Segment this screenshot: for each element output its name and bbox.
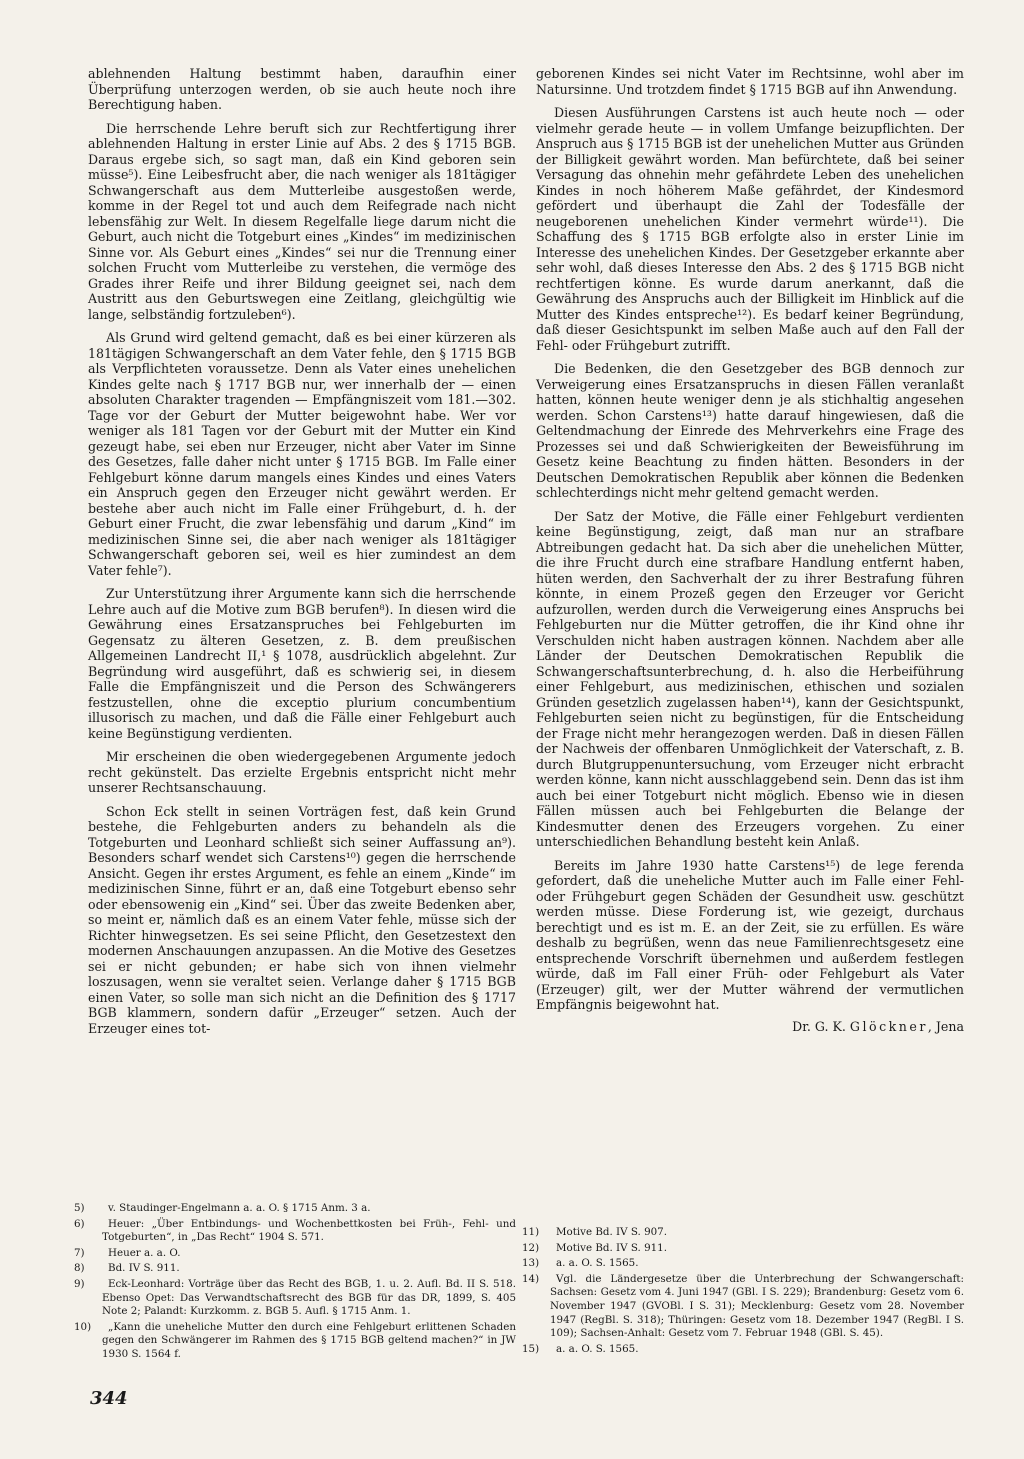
footnotes-right (522, 1226, 964, 1358)
footnote (522, 1272, 964, 1341)
footnote (74, 1217, 516, 1245)
footnote-text: Vgl. die Ländergesetze über die Unterbrechung der Schwangerschaft: Sachsen: Gesetz vom 4. Juni 1947 (GBl. I S. 229); Brandenburg: Gesetz vom 6. November 1947 (GVOBl. I S. 31); Mecklenburg: Gesetz vom 28. November 1947 (RegBl. S. 318); Thüringen: Gesetz vom 18. Dezember 1947 (RegBl. I S. 109); Sachsen-Anhalt: Gesetz vom 7. Februar 1948 (GBl. S. 45). (550, 1272, 964, 1340)
paragraph: Bereits im Jahre 1930 hatte Carstens¹⁵) de lege ferenda gefordert, daß die uneheliche Mutter auch im Falle einer Fehl- oder Frühgeburt gegen Schäden der Gesundheit usw. geschützt werden müsse. Diese Forderung ist, wie gezeigt, durchaus berechtigt und es ist m. E. an der Zeit, sie zu erfüllen. Es wäre deshalb zu begrüßen, wenn das neue Familienrechtsgesetz eine entsprechende Vorschrift übernehmen und außerdem festlegen würde, daß im Fall einer Früh- oder Fehlgeburt als Vater (Erzeuger) gilt, wer der Mutter während der vermutlichen Empfängnis beigewohnt hat. (536, 857, 964, 1012)
paragraph: Die Bedenken, die den Gesetzgeber des BGB dennoch zur Verweigerung eines Ersatzanspruchs in diesen Fällen veranlaßt hatten, können heute weniger denn je als stichhaltig angesehen werden. Schon Carstens¹³) hatte darauf hingewiesen, daß die Geltendmachung der Einrede des Mehrverkehrs eine Frage des Prozesses sei und daß Schwierigkeiten der Beweisführung im Gesetz keine Beachtung zu finden hätten. Besonders in der Deutschen Demokratischen Republik aber können die Bedenken schlechterdings nicht mehr geltend gemacht werden. (536, 361, 964, 500)
footnote-number: 5) (74, 1202, 85, 1214)
footnote-number: 10) (74, 1320, 92, 1333)
footnote-text: a. a. O. S. 1565. (556, 1257, 639, 1270)
footnote-number: 15) (522, 1342, 540, 1355)
footnote-number: 12) (522, 1241, 540, 1254)
footnote (522, 1342, 964, 1357)
footnote-text: Bd. IV S. 911. (108, 1262, 180, 1275)
footnote-number: 8) (74, 1262, 85, 1275)
footnote-number: 7) (74, 1246, 85, 1259)
paragraph: Der Satz der Motive, die Fälle einer Fehlgeburt verdienten keine Begünstigung, zeigt, daß man nur an strafbare Abtreibungen gedacht hat. Da sich aber die unehelichen Mütter, die ihre Frucht durch eine strafbare Handlung entfernt haben, hüten werden, den Sachverhalt der zu ihrer Bestrafung führen könnte, in einem Prozeß gegen den Erzeuger vor Gericht aufzurollen, werden durch die Verweigerung eines Anspruchs bei Fehlgeburten nur die Mütter getroffen, die ihr Kind ohne ihr Verschulden nicht haben austragen können. Nachdem aber alle Länder der Deutschen Demokratischen Republik die Schwangerschaftsunterbrechung, d. h. also die Herbeiführung einer Fehlgeburt, aus medizinischen, ethischen und sozialen Gründen gesetzlich zugelassen haben¹⁴), kann der Gesichtspunkt, Fehlgeburten seien nicht zu begünstigen, für die Entscheidung der Frage nicht mehr herangezogen werden. Daß in diesen Fällen der Nachweis der offenbaren Unmöglichkeit der Vaterschaft, z. B. durch Blutgruppenuntersuchung, vom Erzeuger nicht erbracht werden könne, kann nicht ausschlaggebend sein. Denn das ist ihm auch bei einer Totgeburt nicht möglich. Ebenso wie in diesen Fällen müssen auch bei Fehlgeburten die Belange der Kindesmutter denen des Erzeugers vorgehen. Zu einer unterschiedlichen Behandlung besteht kein Anlaß. (536, 508, 964, 849)
footnote-text: Heuer: „Über Entbindungs- und Wochenbettkosten bei Früh-, Fehl- und Totgeburten“, in „Das Recht“ 1904 S. 571. (102, 1217, 516, 1244)
footnote-number: 13) (522, 1257, 540, 1270)
paragraph: Mir erscheinen die oben wiedergegebenen Argumente jedoch recht gekünstelt. Das erzielte Ergebnis entspricht nicht mehr unserer Rechtsanschauung. (88, 749, 516, 795)
footnotes-left (74, 1202, 516, 1364)
footnote (74, 1202, 516, 1216)
signature-prefix: Dr. G. K. (792, 1018, 846, 1034)
footnote-text: Heuer a. a. O. (108, 1246, 181, 1259)
signature-name: Glöckner (849, 1018, 928, 1034)
footnote (74, 1320, 516, 1362)
footnote (74, 1246, 516, 1261)
footnote (522, 1241, 964, 1256)
paragraph: geborenen Kindes sei nicht Vater im Rechtsinne, wohl aber im Natursinne. Und trotzdem findet § 1715 BGB auf ihn Anwendung. (536, 66, 964, 97)
paragraph: Zur Unterstützung ihrer Argumente kann sich die herrschende Lehre auch auf die Motive zum BGB berufen⁸). In diesen wird die Gewährung eines Ersatzanspruches bei Fehlgeburten im Gegensatz zu älteren Gesetzen, z. B. dem preußischen Allgemeinen Landrecht II,¹ § 1078, ausdrücklich abgelehnt. Zur Begründung wird ausgeführt, daß es schwierig sei, in diesem Falle die Empfängniszeit und die Person des Schwängerers festzustellen, ohne die exceptio plurium concumbentium illusorisch zu machen, und daß die Fälle einer Fehlgeburt auch keine Begünstigung verdienten. (88, 586, 516, 741)
footnote-number: 11) (522, 1226, 540, 1238)
page-number: 344 (90, 1388, 128, 1409)
author-signature (536, 1019, 964, 1035)
paragraph: ablehnenden Haltung bestimmt haben, daraufhin einer Überprüfung unterzogen werden, ob sie auch heute noch ihre Berechtigung haben. (88, 66, 516, 112)
footnote-number: 9) (74, 1277, 85, 1290)
left-column (88, 66, 516, 1044)
paragraph: Als Grund wird geltend gemacht, daß es bei einer kürzeren als 181tägigen Schwangerschaft an dem Vater fehle, den § 1715 BGB als Verpflichteten voraussetze. Denn als Vater eines unehelichen Kindes gelte nach § 1717 BGB nur, wer innerhalb der — einen absoluten Charakter tragenden — Empfängniszeit vom 181.—302. Tage vor der Geburt der Mutter beigewohnt habe. Wer vor weniger als 181 Tagen vor der Geburt mit der Mutter ein Kind gezeugt habe, sei eben nur Erzeuger, nicht aber Vater im Sinne des Gesetzes, falle daher nicht unter § 1715 BGB. Im Falle einer Fehlgeburt könne darum mangels eines Kindes und eines Vaters ein Anspruch gegen den Erzeuger nicht gewährt werden. Er bestehe aber auch nicht im Falle einer Frühgeburt, d. h. der Geburt einer Frucht, die zwar lebensfähig und darum „Kind“ im medizinischen Sinne sei, die aber nach weniger als 181tägiger Schwangerschaft geboren sei, weil es hier zumindest an dem Vater fehle⁷). (88, 330, 516, 578)
footnote-text: v. Staudinger-Engelmann a. a. O. § 1715 Anm. 3 a. (108, 1202, 371, 1214)
footnote-text: „Kann die uneheliche Mutter den durch eine Fehlgeburt erlittenen Schaden gegen den Schwängerer im Rahmen des § 1715 BGB geltend machen?“ in JW 1930 S. 1564 f. (102, 1320, 516, 1360)
right-column (536, 66, 964, 1034)
paragraph: Die herrschende Lehre beruft sich zur Rechtfertigung ihrer ablehnenden Haltung in erster Linie auf Abs. 2 des § 1715 BGB. Daraus ergebe sich, so sagt man, daß ein Kind geboren sein müsse⁵). Eine Leibesfrucht aber, die nach weniger als 181tägiger Schwangerschaft aus dem Mutterleibe ausgestoßen werde, komme in der Regel tot und auch dem Reifegrade nach nicht lebensfähig zur Welt. In diesem Regelfalle liege darum nicht die Geburt, auch nicht die Totgeburt eines „Kindes“ im medizinischen Sinne vor. Als Geburt eines „Kindes“ sei nur die Trennung einer solchen Frucht vom Mutterleibe zu verstehen, die vermöge des Grades ihrer Reife und ihrer Bildung geeignet sei, nach dem Austritt aus den Geburtswegen eine Zeitlang, gleichgültig wie lange, selbständig fortzuleben⁶). (88, 120, 516, 322)
footnote-text: Motive Bd. IV S. 911. (556, 1241, 667, 1254)
paragraph: Schon Eck stellt in seinen Vorträgen fest, daß kein Grund bestehe, die Fehlgeburten anders zu behandeln als die Totgeburten und Leonhard schließt sich seiner Auffassung an⁹). Besonders scharf wendet sich Carstens¹⁰) gegen die herrschende Ansicht. Gegen ihr erstes Argument, es fehle an einem „Kinde“ im medizinischen Sinne, führt er an, daß eine Totgeburt ebenso sehr oder ebensowenig ein „Kind“ sei. Über das zweite Bedenken aber, so meint er, nämlich daß es an einem Vater fehle, müsse sich der Richter hinwegsetzen. Es sei seine Pflicht, den Gesetzestext den modernen Anschauungen anzupassen. An die Motive des Gesetzes sei er nicht gebunden; er habe sich von ihnen vielmehr loszusagen, wenn sie veraltet seien. Verlange daher § 1715 BGB einen Vater, so solle man sich nicht an die Definition des § 1717 BGB klammern, sondern dafür „Erzeuger“ setzen. Auch der Erzeuger eines tot- (88, 803, 516, 1036)
footnote (522, 1226, 964, 1240)
footnote (74, 1262, 516, 1276)
footnote-number: 14) (522, 1272, 540, 1285)
footnote-text: Eck-Leonhard: Vorträge über das Recht des BGB, 1. u. 2. Aufl. Bd. II S. 518. Ebenso Opet: Das Verwandtschaftsrecht des BGB für das DR, 1899, S. 405 Note 2; Palandt: Kurzkomm. z. BGB 5. Aufl. § 1715 Anm. 1. (102, 1277, 516, 1318)
footnote-text: a. a. O. S. 1565. (556, 1342, 639, 1355)
signature-place: , Jena (927, 1018, 964, 1034)
paragraph: Diesen Ausführungen Carstens ist auch heute noch — oder vielmehr gerade heute — in vollem Umfange beizupflichten. Der Anspruch aus § 1715 BGB ist der unehelichen Mutter aus Gründen der Billigkeit gewährt worden. Man befürchtete, daß bei seiner Versagung das ohnehin mehr gefährdete Leben des unehelichen Kindes in noch höherem Maße gefährdet, der Kindesmord gefördert und überhaupt die Zahl der Todesfälle der neugeborenen unehelichen Kinder vermehrt würde¹¹). Die Schaffung des § 1715 BGB erfolgte also in erster Linie im Interesse des unehelichen Kindes. Der Gesetzgeber erkannte aber sehr wohl, daß dieses Interesse den Abs. 2 des § 1715 BGB nicht rechtfertigen könne. Es wurde darum anerkannt, daß die Gewährung des Anspruchs auch der Billigkeit im Hinblick auf die Mutter des Kindes entspreche¹²). Es bedarf keiner Begründung, daß dieser Gesichtspunkt im selben Maße auch auf den Fall der Fehl- oder Frühgeburt zutrifft. (536, 105, 965, 353)
footnote (74, 1277, 516, 1319)
footnote (522, 1257, 964, 1271)
footnote-text: Motive Bd. IV S. 907. (556, 1226, 667, 1238)
footnote-number: 6) (74, 1217, 85, 1230)
